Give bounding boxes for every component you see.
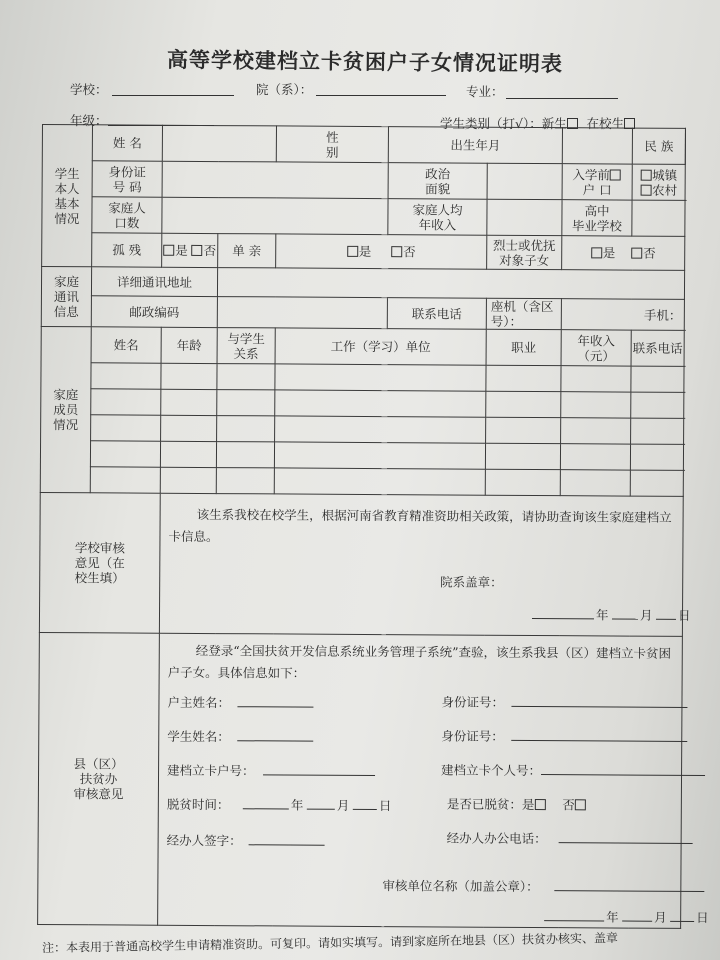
col-age: 年龄	[161, 327, 217, 363]
mobile-label: 手机：	[561, 299, 684, 331]
school-line[interactable]	[112, 95, 234, 96]
member-cell[interactable]	[275, 416, 486, 443]
old-student-label: 在校生	[586, 116, 625, 131]
table-row	[40, 466, 683, 496]
sec4-year-line[interactable]	[532, 618, 594, 619]
member-cell[interactable]	[561, 366, 631, 392]
exit-year-line[interactable]	[243, 808, 289, 809]
col-relation: 与学生 关系	[217, 328, 275, 364]
sec1-label: 学生 本人 基本 情况	[42, 125, 93, 267]
col-name: 姓名	[91, 327, 161, 363]
member-cell[interactable]	[216, 468, 274, 494]
exit-month: 月	[336, 797, 350, 813]
member-cell[interactable]	[91, 415, 161, 441]
table-row	[41, 362, 684, 392]
member-cell[interactable]	[160, 467, 216, 493]
member-cell[interactable]	[561, 392, 631, 418]
phone-label: 联系电话	[387, 298, 486, 330]
member-cell[interactable]	[274, 442, 485, 469]
sec5-year-line[interactable]	[544, 920, 604, 921]
martyr-label: 烈士或优抚 对象子女	[487, 235, 562, 269]
grade-label: 年级：	[70, 113, 108, 128]
member-cell[interactable]	[275, 364, 486, 391]
sec5-month-line[interactable]	[622, 921, 652, 922]
sec5-month: 月	[654, 909, 667, 925]
member-cell[interactable]	[631, 366, 684, 392]
member-cell[interactable]	[486, 391, 561, 417]
birth-field[interactable]	[562, 128, 632, 164]
martyr-options: 是 否	[562, 236, 685, 271]
highschool-label: 高中 毕业学校	[562, 200, 632, 236]
single-parent-label: 单 亲	[218, 234, 276, 268]
householder-label: 户主姓名：	[167, 694, 231, 711]
idcard-label: 身份证 号 码	[92, 161, 162, 197]
exit-day-line[interactable]	[353, 809, 377, 810]
address-label: 详细通讯地址	[91, 267, 217, 297]
office-tel-line[interactable]	[559, 842, 693, 844]
sec4-body	[159, 493, 691, 636]
ethnic-label: 民 族	[632, 128, 685, 164]
idcard-field[interactable]	[162, 161, 388, 198]
table-row	[40, 440, 683, 470]
member-cell[interactable]	[161, 415, 217, 441]
member-cell[interactable]	[560, 444, 630, 470]
id2-line[interactable]	[511, 740, 687, 742]
sec3-label: 家庭 成员 情况	[40, 326, 91, 492]
sec4-year: 年	[595, 607, 609, 623]
form-title: 高等学校建档立卡贫困户子女情况证明表	[166, 46, 564, 77]
exit-time-label: 脱贫时间：	[166, 796, 230, 813]
signer-line[interactable]	[249, 844, 325, 845]
student-line[interactable]	[237, 740, 313, 741]
single-parent-options: 是 否	[276, 234, 487, 269]
member-cell[interactable]	[485, 443, 560, 469]
signer-label: 经办人签字：	[166, 832, 242, 849]
single-no-checkbox[interactable]	[391, 246, 402, 257]
name-label: 姓 名	[92, 125, 162, 161]
martyr-no-checkbox[interactable]	[631, 248, 642, 259]
footnote: 注：本表用于普通高校学生申请精准资助。可复印。请如实填写。请到家庭所在地县（区）扶贫办核实、盖章	[41, 930, 619, 956]
exit-day: 日	[378, 798, 392, 814]
sec4-day: 日	[677, 607, 691, 623]
hukou-checkbox[interactable]	[610, 169, 621, 180]
member-cell[interactable]	[560, 470, 630, 496]
member-cell[interactable]	[217, 390, 275, 416]
member-cell[interactable]	[90, 467, 160, 493]
martyr-yes-checkbox[interactable]	[591, 247, 602, 258]
exited-yes-checkbox[interactable]	[534, 799, 545, 810]
member-cell[interactable]	[90, 441, 160, 467]
sec5-text: 经登录“全国扶贫开发信息系统业务管理子系统”查验，该生系我县（区）建档立卡贫困户子女。具体信息如下：	[167, 642, 672, 681]
sec4-label: 学校审核 意见（在 校生填）	[39, 492, 160, 633]
id1-line[interactable]	[511, 706, 687, 708]
sec5-year: 年	[606, 909, 619, 925]
family-count-field[interactable]	[162, 197, 388, 234]
member-cell[interactable]	[631, 392, 684, 418]
member-cell[interactable]	[630, 444, 683, 470]
avg-income-field[interactable]	[487, 199, 562, 235]
col-job: 职业	[486, 329, 561, 365]
member-cell[interactable]	[91, 389, 161, 415]
gender-label: 性 别	[276, 126, 388, 163]
birth-label: 出生年月	[388, 127, 562, 164]
sec5-label: 县（区） 扶贫办 审核意见	[38, 632, 160, 925]
member-cell[interactable]	[486, 365, 561, 391]
member-cell[interactable]	[275, 390, 486, 417]
hukou-label: 入学前 户 口	[562, 164, 632, 200]
sec5-day-line[interactable]	[670, 921, 694, 922]
political-label: 政治 面貌	[388, 163, 487, 200]
avg-income-label: 家庭人均 年收入	[388, 199, 487, 236]
orphan-yes-checkbox[interactable]	[163, 245, 174, 256]
postcode-field[interactable]	[217, 297, 387, 329]
category-label: 学生类别（打√）：新生	[440, 116, 567, 131]
sec4-month-line[interactable]	[612, 618, 638, 619]
card-no-line[interactable]	[263, 774, 375, 776]
member-cell[interactable]	[485, 469, 560, 495]
orphan-label: 孤 残	[92, 233, 162, 267]
col-income: 年收入 （元）	[561, 330, 631, 366]
rural-checkbox[interactable]	[640, 184, 651, 195]
member-cell[interactable]	[216, 442, 274, 468]
member-cell[interactable]	[91, 363, 161, 389]
member-cell[interactable]	[160, 441, 216, 467]
dept-line[interactable]	[316, 95, 446, 96]
school-label: 学校：	[70, 82, 108, 97]
exited-group: 是否已脱贫：是 否	[447, 793, 587, 816]
col-work: 工作（学习）单位	[275, 328, 486, 365]
member-cell[interactable]	[561, 418, 631, 444]
town-checkbox[interactable]	[640, 169, 651, 180]
family-count-label: 家庭人 口数	[92, 197, 162, 233]
unit-line[interactable]	[554, 890, 704, 892]
member-cell[interactable]	[161, 363, 217, 389]
political-field[interactable]	[487, 163, 562, 199]
address-field[interactable]	[217, 268, 684, 300]
single-yes-checkbox[interactable]	[347, 246, 358, 257]
sec5-day: 日	[696, 910, 709, 926]
office-tel-label: 经办人办公电话：	[446, 830, 547, 847]
member-cell[interactable]	[161, 389, 217, 415]
householder-line[interactable]	[237, 706, 313, 707]
member-cell[interactable]	[630, 470, 683, 496]
exit-month-line[interactable]	[307, 809, 335, 810]
student-label: 学生姓名：	[167, 728, 230, 745]
sec5-body	[158, 633, 709, 928]
sec4-text: 该生系我校在校学生，根据河南省教育精准资助相关政策，请协助查询该生家庭建档立卡信息。	[168, 506, 672, 545]
name-field[interactable]	[162, 125, 276, 162]
orphan-no-checkbox[interactable]	[192, 245, 203, 256]
table-row	[41, 388, 684, 418]
postcode-label: 邮政编码	[91, 296, 217, 328]
table-row	[41, 414, 684, 444]
form-table	[37, 124, 709, 929]
major-label: 专业：	[466, 84, 504, 99]
unit-label: 审核单位名称（加盖公章）：	[382, 878, 539, 895]
exit-year: 年	[290, 797, 304, 813]
person-no-line[interactable]	[541, 774, 705, 776]
hukou-options: 城镇 农村	[632, 164, 685, 200]
member-cell[interactable]	[217, 416, 275, 442]
landline-label: 座机（含区号）：	[486, 298, 561, 329]
highschool-field[interactable]	[632, 200, 685, 236]
sec4-seal-label: 院系盖章：	[440, 574, 503, 590]
exited-no-checkbox[interactable]	[575, 799, 586, 810]
col-tel: 联系电话	[631, 330, 684, 366]
orphan-options: 是 否	[162, 233, 218, 267]
id2-label: 身份证号：	[441, 728, 504, 744]
member-cell[interactable]	[274, 468, 485, 495]
member-cell[interactable]	[486, 417, 561, 443]
major-line[interactable]	[506, 98, 618, 99]
member-cell[interactable]	[217, 364, 275, 390]
person-no-label: 建档立卡个人号：	[441, 762, 542, 779]
sec2-label: 家庭 通讯 信息	[41, 267, 91, 327]
id1-label: 身份证号：	[441, 694, 505, 710]
sec4-day-line[interactable]	[656, 619, 676, 620]
dept-label: 院（系）：	[256, 82, 313, 97]
member-cell[interactable]	[631, 418, 684, 444]
sec4-month: 月	[639, 607, 653, 623]
card-no-label: 建档立卡户号：	[167, 762, 255, 779]
